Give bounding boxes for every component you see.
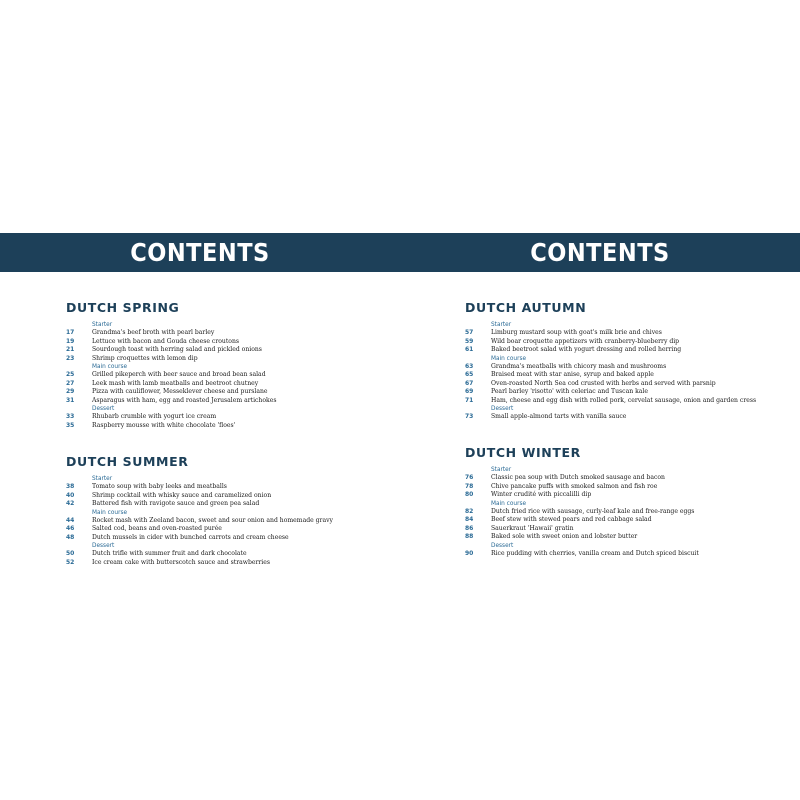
toc-entry: [465, 516, 795, 525]
page-number: 65: [465, 371, 474, 378]
contents-title-left: CONTENTS: [130, 238, 270, 267]
page-number: 35: [66, 421, 75, 429]
section-dutch-summer: [66, 454, 396, 567]
page-number: 57: [465, 329, 474, 336]
page-number: 25: [66, 371, 75, 378]
toc-entry: [465, 388, 795, 397]
recipe-title: Ice cream cake with butterscotch sauce and strawberries: [92, 558, 270, 566]
page-number: 46: [66, 525, 75, 532]
recipe-title: Dutch mussels in cider with bunched carrots and cream cheese: [92, 533, 289, 541]
toc-entry: [66, 422, 396, 431]
page-number: 44: [66, 516, 75, 524]
recipe-title: Grandma's meatballs with chicory mash and mushrooms: [491, 362, 667, 370]
recipe-title: Tomato soup with baby leeks and meatballs: [92, 483, 227, 490]
page-number: 69: [465, 388, 474, 395]
toc-entry: [66, 559, 396, 568]
recipe-title: Shrimp cocktail with whisky sauce and caramelized onion: [92, 491, 272, 499]
course-label: Starter: [92, 476, 113, 482]
recipe-title: Raspberry mousse with white chocolate 'floes': [92, 421, 236, 429]
recipe-title: Ham, cheese and egg dish with rolled pork, cervelat sausage, onion and garden cress: [491, 396, 757, 404]
toc-entry: [465, 491, 795, 500]
recipe-title: Braised meat with star anise, syrup and baked apple: [491, 371, 654, 378]
recipe-title: Baked beetroot salad with yogurt dressing and rolled herring: [491, 346, 682, 353]
toc-entry: [66, 492, 396, 501]
toc-entry: [66, 534, 396, 543]
toc-entry: [465, 483, 795, 492]
recipe-title: Shrimp croquettes with lemon dip: [92, 354, 198, 362]
toc-entry: [66, 413, 396, 422]
course-label: Starter: [491, 467, 512, 473]
toc-entry: [465, 371, 795, 380]
page-number: 31: [66, 396, 75, 404]
section-dutch-winter: [465, 445, 795, 558]
page-number: 86: [465, 524, 474, 532]
recipe-title: Grandma's beef broth with pearl barley: [92, 329, 215, 336]
toc-entry: [66, 550, 396, 559]
recipe-title: Pizza with cauliflower, Messeklever cheese and purslane: [92, 388, 268, 395]
recipe-title: Sauerkraut 'Hawaii' gratin: [491, 524, 574, 532]
recipe-title: Salted cod, beans and oven-roasted purée: [92, 525, 222, 532]
page-number: 61: [465, 346, 474, 353]
recipe-title: Chive pancake puffs with smoked salmon and fish roe: [491, 482, 658, 490]
toc-entry: [465, 329, 795, 338]
toc-entry: [465, 380, 795, 389]
recipe-title: Beef stew with stewed pears and red cabbage salad: [491, 516, 652, 523]
course-label: Dessert: [491, 406, 514, 412]
recipe-title: Sourdough toast with herring salad and pickled onions: [92, 346, 262, 353]
page-number: 19: [66, 337, 75, 345]
page-number: 67: [465, 379, 474, 387]
page-number: 80: [465, 491, 474, 498]
section-title: DUTCH SPRING: [66, 300, 180, 315]
section-title: DUTCH WINTER: [465, 445, 581, 460]
toc-entry: [66, 346, 396, 355]
toc-entry: [66, 329, 396, 338]
page-number: 29: [66, 388, 75, 395]
page-number: 73: [465, 413, 474, 420]
toc-entry: [66, 483, 396, 492]
recipe-title: Leek mash with lamb meatballs and beetroot chutney: [92, 379, 259, 387]
toc-entry: [66, 525, 396, 534]
page-number: 76: [465, 474, 474, 481]
recipe-title: Rocket mash with Zeeland bacon, sweet and sour onion and homemade gravy: [92, 516, 333, 524]
toc-entry: [465, 474, 795, 483]
page-number: 82: [465, 507, 474, 515]
recipe-title: Grilled pikeperch with beer sauce and broad bean salad: [92, 371, 266, 378]
course-label: Main course: [491, 355, 527, 362]
toc-entry: [66, 500, 396, 509]
toc-entry: [465, 338, 795, 347]
toc-entry: [66, 338, 396, 347]
page-number: 71: [465, 396, 474, 404]
page-number: 38: [66, 483, 75, 490]
recipe-title: Rhubarb crumble with yogurt ice cream: [92, 413, 217, 420]
contents-banner: [0, 233, 800, 272]
recipe-title: Rice pudding with cherries, vanilla cream and Dutch spiced biscuit: [491, 549, 699, 557]
toc-entry: [66, 517, 396, 526]
recipe-title: Wild boar croquette appetizers with cranberry-blueberry dip: [491, 337, 680, 345]
course-label: Main course: [92, 364, 128, 370]
course-label: Main course: [92, 509, 128, 516]
page-number: 63: [465, 362, 474, 370]
recipe-title: Winter crudité with piccalilli dip: [491, 491, 592, 498]
toc-entry: [66, 388, 396, 397]
recipe-title: Small apple-almond tarts with vanilla sauce: [491, 413, 627, 420]
toc-entry: [465, 508, 795, 517]
page-number: 40: [66, 491, 75, 499]
page-number: 21: [66, 346, 75, 353]
toc-entry: [465, 397, 795, 406]
toc-entry: [465, 533, 795, 542]
section-dutch-autumn: [465, 300, 795, 422]
toc-entry: [465, 363, 795, 372]
page-number: 27: [66, 379, 75, 387]
recipe-title: Pearl barley 'risotto' with celeriac and Tuscan kale: [491, 388, 648, 395]
course-label: Starter: [491, 322, 512, 328]
page-number: 90: [465, 549, 474, 557]
recipe-title: Limburg mustard soup with goat's milk brie and chives: [491, 329, 662, 336]
toc-entry: [66, 397, 396, 406]
section-dutch-spring: [66, 300, 396, 430]
toc-entry: [66, 380, 396, 389]
recipe-title: Dutch fried rice with sausage, curly-leaf kale and free-range eggs: [491, 507, 695, 515]
page-number: 17: [66, 329, 75, 336]
course-label: Starter: [92, 322, 113, 328]
course-label: Dessert: [92, 406, 115, 412]
course-label: Dessert: [92, 543, 115, 549]
section-title: DUTCH AUTUMN: [465, 300, 587, 315]
toc-entry: [465, 550, 795, 559]
page-number: 42: [66, 500, 75, 507]
toc-entry: [465, 525, 795, 534]
recipe-title: Classic pea soup with Dutch smoked sausage and bacon: [491, 474, 665, 481]
section-title: DUTCH SUMMER: [66, 454, 189, 469]
page-number: 59: [465, 337, 474, 345]
toc-entry: [465, 346, 795, 355]
toc-entry: [66, 355, 396, 364]
page-number: 88: [465, 533, 474, 540]
page-number: 48: [66, 533, 75, 541]
recipe-title: Asparagus with ham, egg and roasted Jerusalem artichokes: [92, 396, 277, 404]
toc-entry: [66, 371, 396, 380]
recipe-title: Dutch trifle with summer fruit and dark chocolate: [92, 550, 247, 557]
page-number: 23: [66, 354, 75, 362]
page-number: 78: [465, 482, 474, 490]
page-number: 84: [465, 516, 474, 523]
recipe-title: Oven-roasted North Sea cod crusted with herbs and served with parsnip: [491, 379, 716, 387]
page-number: 50: [66, 550, 75, 557]
recipe-title: Baked sole with sweet onion and lobster butter: [491, 533, 638, 540]
page-number: 33: [66, 413, 75, 420]
recipe-title: Battered fish with ravigote sauce and green pea salad: [92, 500, 260, 507]
toc-entry: [465, 413, 795, 422]
page-number: 52: [66, 558, 75, 566]
contents-title-right: CONTENTS: [530, 238, 670, 267]
course-label: Main course: [491, 500, 527, 507]
recipe-title: Lettuce with bacon and Gouda cheese croutons: [92, 337, 240, 345]
course-label: Dessert: [491, 542, 514, 549]
